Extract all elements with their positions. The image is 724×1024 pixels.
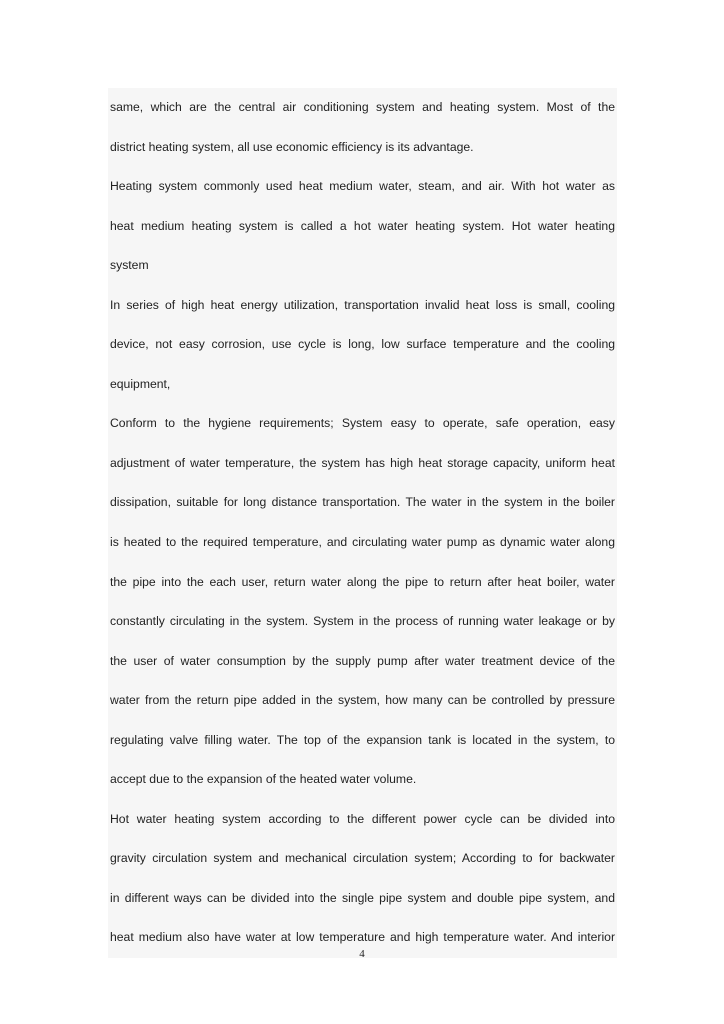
text-line: regulating valve filling water. The top of the expansion tank is located in the system, to bbox=[110, 732, 615, 747]
text-line: same, which are the central air conditioning system and heating system. Most of the bbox=[110, 100, 615, 114]
text-line: is heated to the required temperature, and circulating water pump as dynamic water along bbox=[110, 535, 615, 550]
text-line: dissipation, suitable for long distance transportation. The water in the system in the boiler bbox=[110, 495, 615, 510]
text-line: Hot water heating system according to the different power cycle can be divided into bbox=[110, 811, 615, 826]
text-line: In series of high heat energy utilization, transportation invalid heat loss is small, cooling bbox=[110, 297, 615, 312]
text-line: Conform to the hygiene requirements; System easy to operate, safe operation, easy bbox=[110, 416, 615, 431]
text-line: adjustment of water temperature, the system has high heat storage capacity, uniform heat bbox=[110, 455, 615, 470]
text-line: water from the return pipe added in the system, how many can be controlled by pressure bbox=[110, 693, 615, 708]
text-line: device, not easy corrosion, use cycle is long, low surface temperature and the cooling bbox=[110, 337, 615, 352]
text-line: gravity circulation system and mechanical circulation system; According to for backwater bbox=[110, 851, 615, 866]
text-line: the pipe into the each user, return water along the pipe to return after heat boiler, water bbox=[110, 574, 615, 589]
body-text-block bbox=[108, 88, 617, 958]
text-line: heat medium also have water at low temperature and high temperature water. And interior bbox=[110, 930, 615, 945]
text-line: district heating system, all use economic efficiency is its advantage. bbox=[110, 139, 474, 154]
text-line: Heating system commonly used heat medium water, steam, and air. With hot water as bbox=[110, 179, 615, 194]
text-line: accept due to the expansion of the heated water volume. bbox=[110, 772, 417, 787]
text-line: heat medium heating system is called a hot water heating system. Hot water heating bbox=[110, 218, 615, 233]
text-line: system bbox=[110, 258, 149, 273]
text-line: equipment, bbox=[110, 376, 171, 391]
text-line: constantly circulating in the system. System in the process of running water leakage or by bbox=[110, 614, 615, 629]
text-line: in different ways can be divided into the single pipe system and double pipe system, and bbox=[110, 890, 615, 905]
text-line: the user of water consumption by the supply pump after water treatment device of the bbox=[110, 653, 615, 668]
page-number: 4 bbox=[359, 948, 365, 960]
